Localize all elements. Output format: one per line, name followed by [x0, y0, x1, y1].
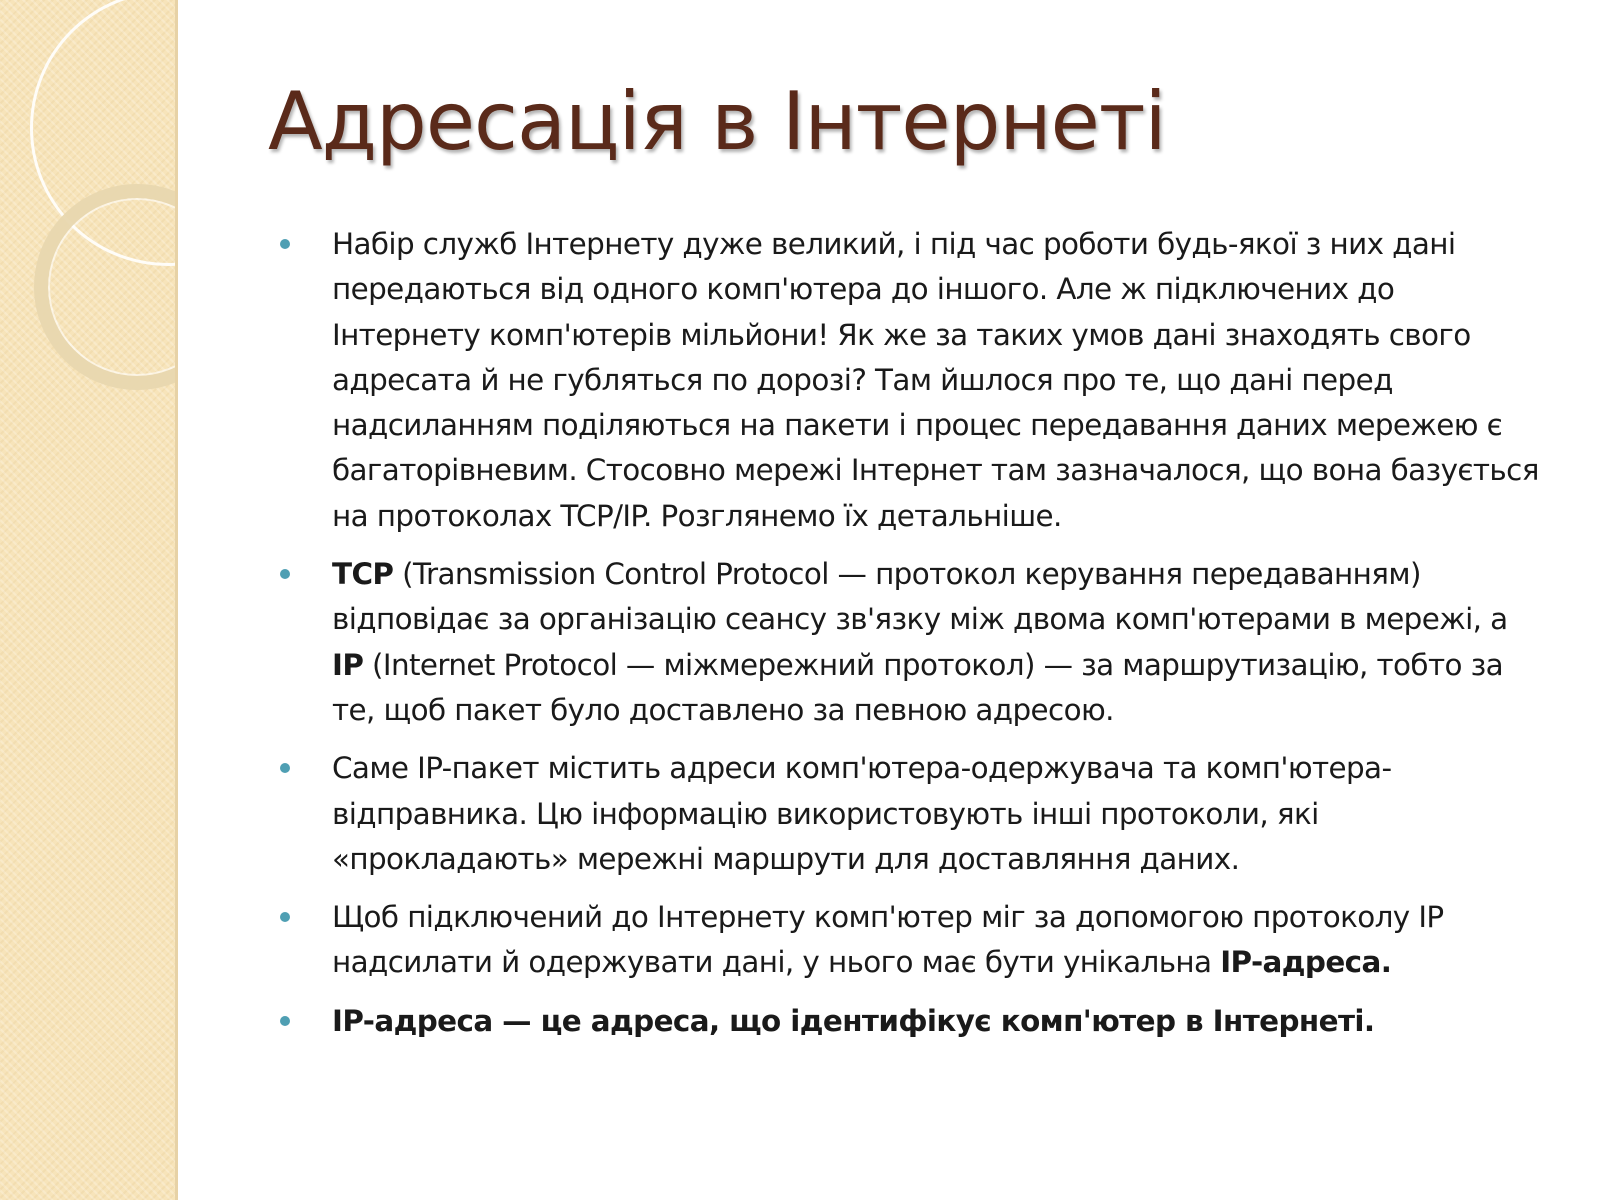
- bullet-dot-icon: [280, 239, 290, 249]
- slide-title: Адресація в Інтернеті: [268, 75, 1166, 168]
- bullet-item: [280, 999, 1545, 1044]
- bullet-dot-icon: [280, 912, 290, 922]
- bullet-text: Саме IP-пакет містить адреси комп'ютера-одержувача та комп'ютера-відправника. Цю інформацію використовують інші протоколи, які «прокладають» мережні маршрути для доставляння даних.: [332, 751, 1392, 876]
- tcp-description: (Transmission Control Protocol — протокол керування передаванням) відповідає за організацію сеансу зв'язку між двома комп'ютерами в мережі, а: [332, 557, 1508, 637]
- bullet-item: [280, 895, 1545, 986]
- ip-description: (Internet Protocol — міжмережний протокол) — за маршрутизацію, тобто за те, щоб пакет було доставлено за певною адресою.: [332, 647, 1504, 727]
- decorative-side-band: [0, 0, 178, 1200]
- bullet-dot-icon: [280, 1016, 290, 1026]
- ip-address-definition: IP-адреса — це адреса, що ідентифікує комп'ютер в Інтернеті.: [332, 1003, 1375, 1038]
- bullet-text: Щоб підключений до Інтернету комп'ютер міг за допомогою протоколу IP надсилати й одержувати дані, у нього має бути унікальна: [332, 900, 1444, 980]
- bullet-item: [280, 222, 1545, 539]
- bullet-item: [280, 746, 1545, 882]
- ip-address-term: IP-адреса.: [1220, 945, 1392, 980]
- tcp-term: TCP: [332, 557, 394, 592]
- bullet-dot-icon: [280, 763, 290, 773]
- bullet-text: Набір служб Інтернету дуже великий, і під час роботи будь-якої з них дані передаються від одного комп'ютера до іншого. Але ж підключених до Інтернету комп'ютерів мільйони! Як же за таких умов дані знаходять свого адресата й не губляться по дорозі? Там йшлося про те, що дані перед надсиланням поділяються на пакети і процес передавання даних мережею є багаторівневим. Стосовно мережі Інтернет там зазначалося, що вона базується на протоколах TCP/IP. Розглянемо їх детальніше.: [332, 227, 1539, 533]
- ip-term: IP: [332, 647, 364, 682]
- bullet-dot-icon: [280, 569, 290, 579]
- decorative-ring-icon: [34, 184, 178, 390]
- bullet-item: [280, 552, 1545, 733]
- bullet-list: [280, 222, 1545, 1057]
